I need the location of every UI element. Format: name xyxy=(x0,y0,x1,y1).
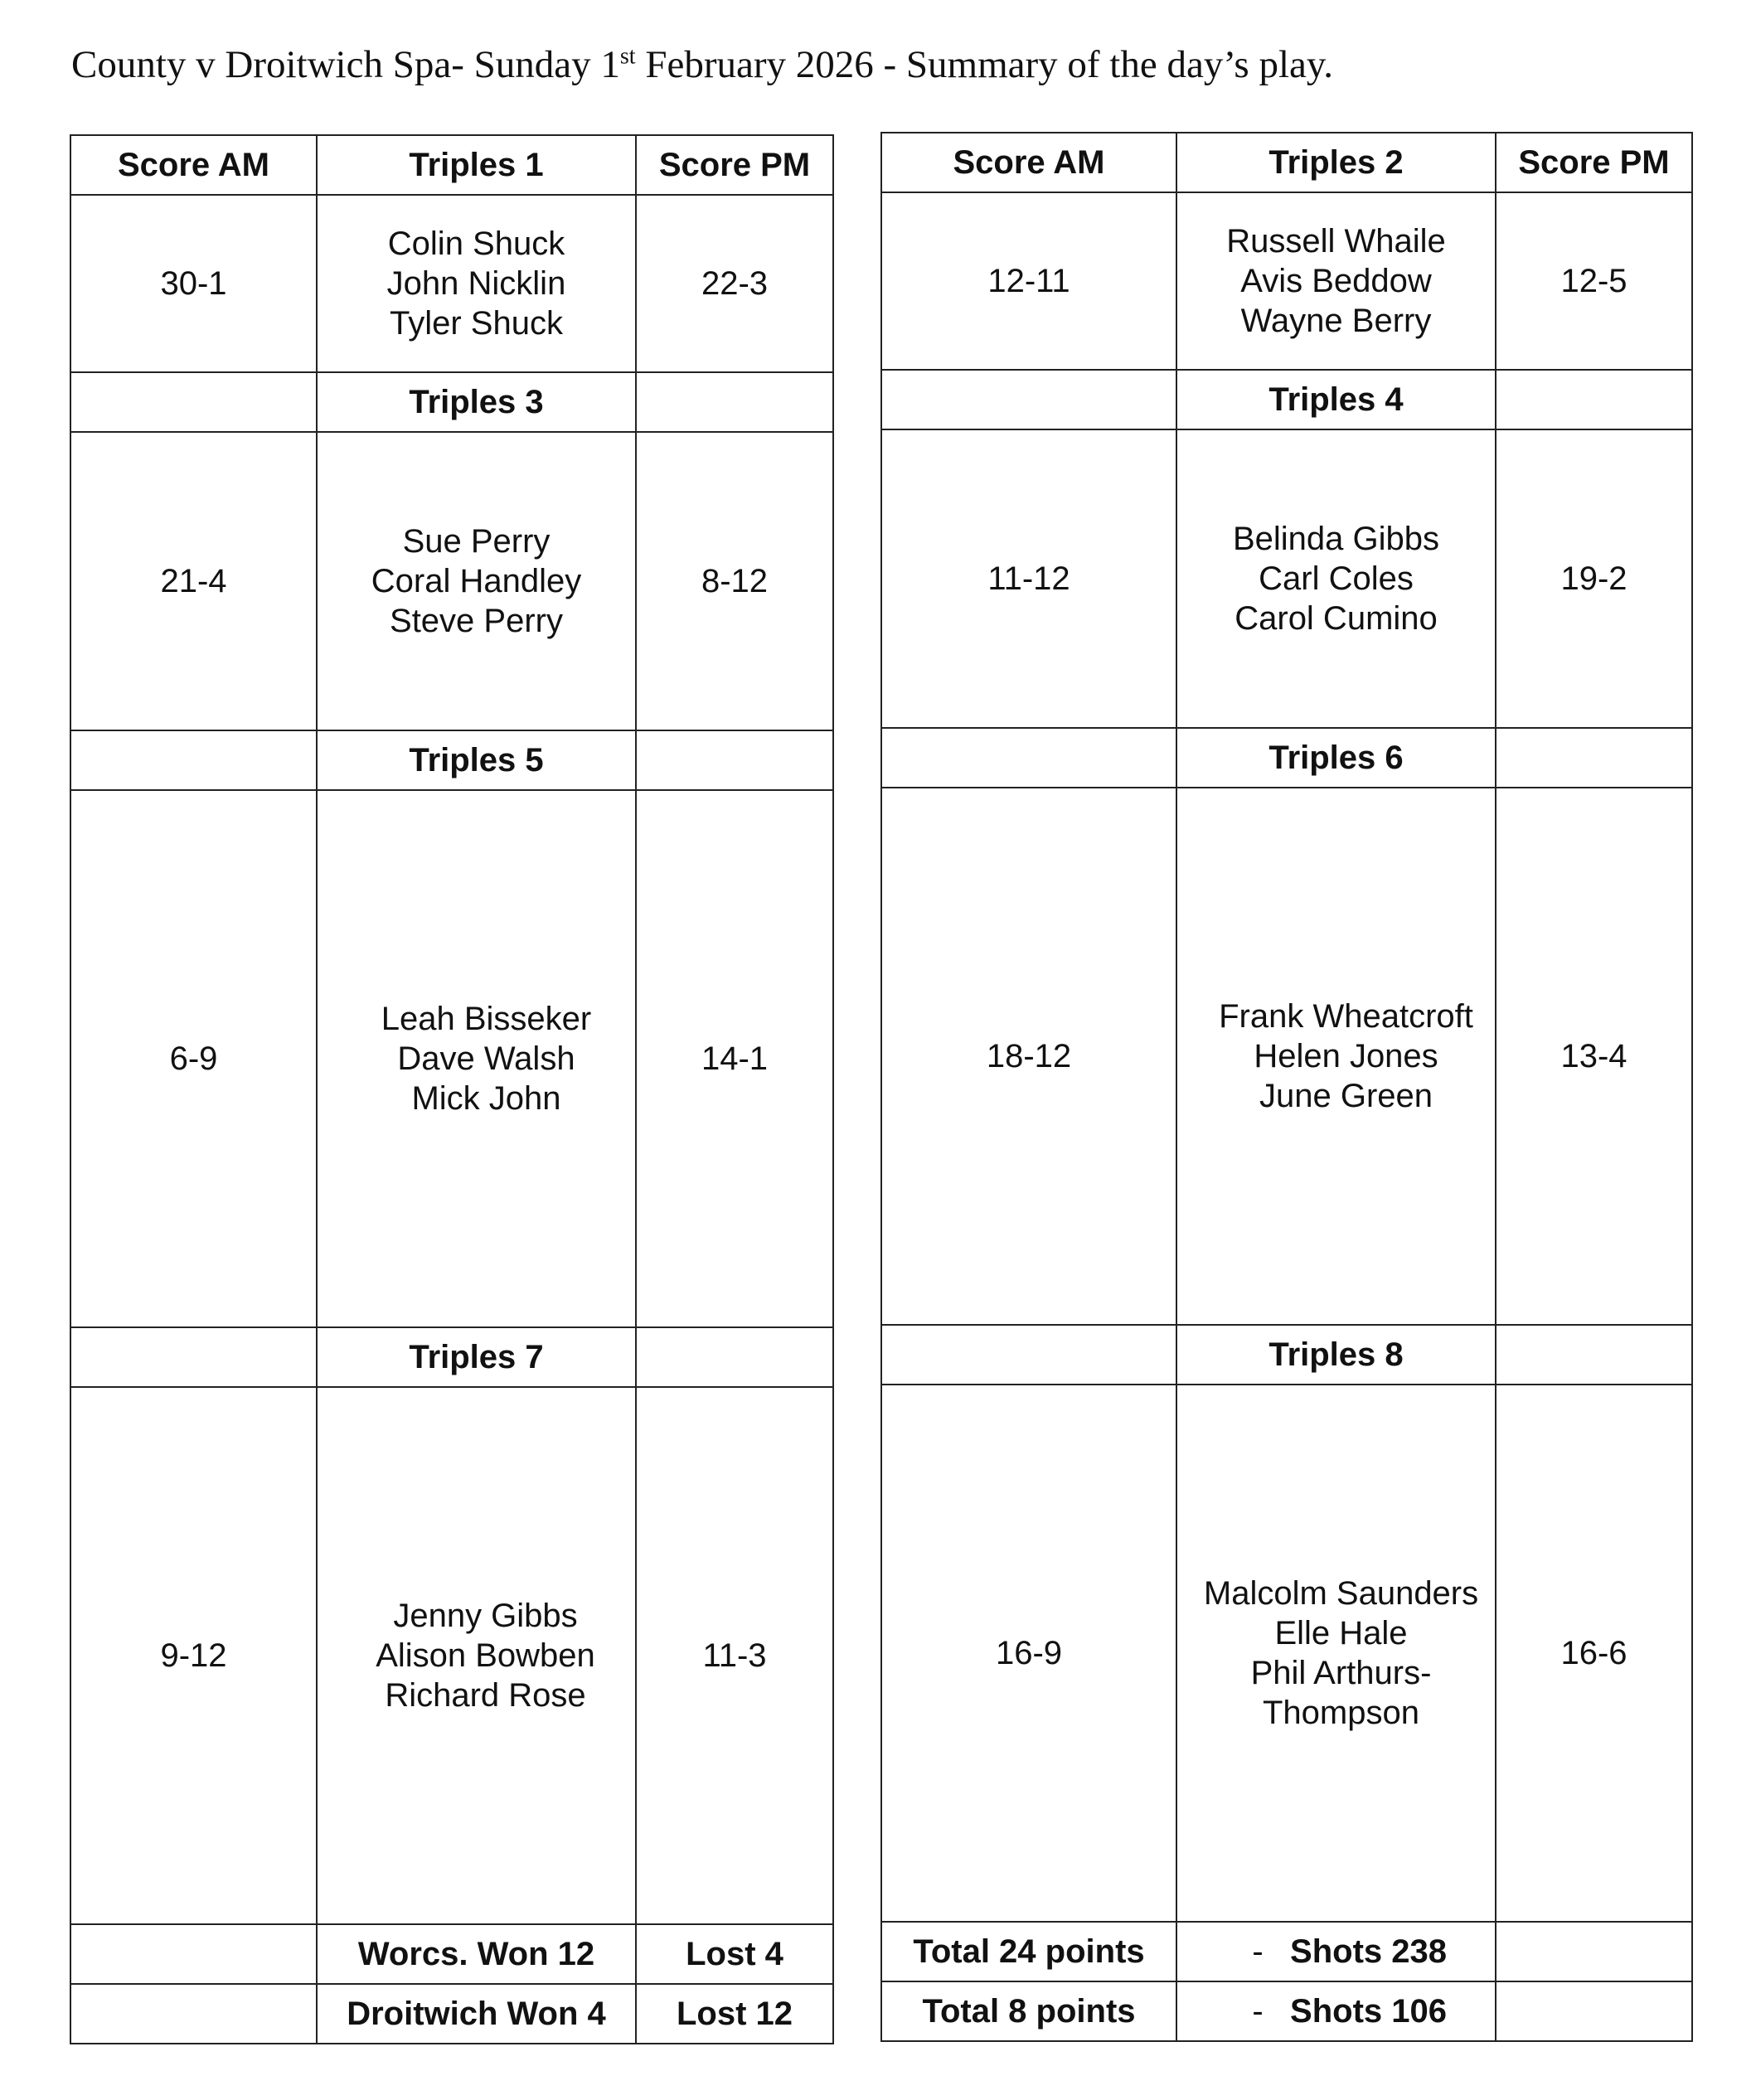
triples-1-row xyxy=(70,195,833,372)
county-total-shots xyxy=(1176,1922,1496,1981)
triples-3-row xyxy=(70,432,833,730)
empty-cell xyxy=(1496,1981,1692,2041)
triples-3-score-pm: 8-12 xyxy=(636,432,833,730)
triples-1-score-am: 30-1 xyxy=(70,195,317,372)
player-name: Jenny Gibbs xyxy=(393,1598,578,1634)
player-name: Wayne Berry xyxy=(1240,303,1432,339)
player-name: Carl Coles xyxy=(1259,560,1414,597)
triples-5-label: Triples 5 xyxy=(317,730,636,790)
triples-5-score-am: 6-9 xyxy=(70,790,317,1327)
shots-value: Shots 106 xyxy=(1290,1992,1447,2030)
player-name: Colin Shuck xyxy=(387,226,565,262)
triples-7-players xyxy=(317,1387,636,1924)
empty-cell xyxy=(881,1325,1176,1385)
droitwich-total-row xyxy=(881,1981,1692,2041)
empty-cell xyxy=(70,1924,317,1984)
triples-4-label: Triples 4 xyxy=(1176,370,1496,429)
header-row xyxy=(881,133,1692,192)
triples-8-label: Triples 8 xyxy=(1176,1325,1496,1385)
empty-cell xyxy=(636,1327,833,1387)
player-name: Russell Whaile xyxy=(1226,223,1446,259)
empty-cell xyxy=(70,1327,317,1387)
right-results-table xyxy=(880,132,1693,2042)
triples-6-score-am: 18-12 xyxy=(881,788,1176,1325)
droitwich-summary-row xyxy=(70,1984,833,2044)
triples-6-score-pm: 13-4 xyxy=(1496,788,1692,1325)
empty-cell xyxy=(70,372,317,432)
triples-5-header-row xyxy=(70,730,833,790)
triples-2-score-pm: 12-5 xyxy=(1496,192,1692,370)
left-results-table xyxy=(70,134,834,2044)
empty-cell xyxy=(1496,1325,1692,1385)
empty-cell xyxy=(1496,1922,1692,1981)
player-name: Alison Bowben xyxy=(376,1637,595,1674)
triples-3-score-am: 21-4 xyxy=(70,432,317,730)
triples-3-players xyxy=(317,432,636,730)
triples-3-header-row xyxy=(70,372,833,432)
empty-cell xyxy=(70,1984,317,2044)
title-text: County v Droitwich Spa- Sunday 1 xyxy=(71,43,620,86)
player-name: Tyler Shuck xyxy=(390,305,563,342)
empty-cell xyxy=(636,730,833,790)
worcs-summary-row xyxy=(70,1924,833,1984)
player-name: Leah Bisseker xyxy=(381,1001,592,1037)
triples-5-row xyxy=(70,790,833,1327)
triples-7-score-pm: 11-3 xyxy=(636,1387,833,1924)
triples-7-header-row xyxy=(70,1327,833,1387)
triples-8-score-pm: 16-6 xyxy=(1496,1385,1692,1922)
droitwich-won: Droitwich Won 4 xyxy=(317,1984,636,2044)
player-name: Frank Wheatcroft xyxy=(1219,998,1473,1035)
triples-2-row xyxy=(881,192,1692,370)
droitwich-total-points: Total 8 points xyxy=(881,1981,1176,2041)
player-name: Elle Hale xyxy=(1274,1615,1408,1651)
shots-value: Shots 238 xyxy=(1290,1933,1447,1970)
header-score-am: Score AM xyxy=(881,133,1176,192)
triples-4-row xyxy=(881,429,1692,728)
triples-4-header-row xyxy=(881,370,1692,429)
triples-1-score-pm: 22-3 xyxy=(636,195,833,372)
triples-5-players xyxy=(317,790,636,1327)
triples-6-header-row xyxy=(881,728,1692,788)
triples-8-score-am: 16-9 xyxy=(881,1385,1176,1922)
player-name: Malcolm Saunders xyxy=(1203,1575,1479,1612)
triples-2-label: Triples 2 xyxy=(1176,133,1496,192)
triples-6-players xyxy=(1176,788,1496,1325)
triples-1-players xyxy=(317,195,636,372)
worcs-lost: Lost 4 xyxy=(636,1924,833,1984)
droitwich-lost: Lost 12 xyxy=(636,1984,833,2044)
triples-5-score-pm: 14-1 xyxy=(636,790,833,1327)
triples-4-players xyxy=(1176,429,1496,728)
header-row xyxy=(70,135,833,195)
county-total-row xyxy=(881,1922,1692,1981)
triples-1-label: Triples 1 xyxy=(317,135,636,195)
county-total-points: Total 24 points xyxy=(881,1922,1176,1981)
triples-8-players xyxy=(1176,1385,1496,1922)
title-text-rest: February 2026 - Summary of the day’s play. xyxy=(635,43,1334,86)
empty-cell xyxy=(1496,370,1692,429)
player-name: Coral Handley xyxy=(371,563,582,599)
triples-7-score-am: 9-12 xyxy=(70,1387,317,1924)
empty-cell xyxy=(636,372,833,432)
triples-2-players xyxy=(1176,192,1496,370)
player-name: Belinda Gibbs xyxy=(1232,521,1440,557)
player-name: Steve Perry xyxy=(390,603,563,639)
triples-4-score-pm: 19-2 xyxy=(1496,429,1692,728)
player-name: Dave Walsh xyxy=(397,1040,575,1077)
player-name: Thompson xyxy=(1263,1695,1419,1731)
header-score-am: Score AM xyxy=(70,135,317,195)
triples-6-row xyxy=(881,788,1692,1325)
empty-cell xyxy=(881,728,1176,788)
triples-8-header-row xyxy=(881,1325,1692,1385)
triples-7-label: Triples 7 xyxy=(317,1327,636,1387)
player-name: June Green xyxy=(1259,1078,1433,1114)
player-name: Avis Beddow xyxy=(1240,263,1432,299)
player-name: John Nicklin xyxy=(386,265,566,302)
title-ordinal-suffix: st xyxy=(619,43,636,70)
header-score-pm: Score PM xyxy=(1496,133,1692,192)
triples-7-row xyxy=(70,1387,833,1924)
player-name: Carol Cumino xyxy=(1235,600,1438,637)
empty-cell xyxy=(1496,728,1692,788)
player-name: Mick John xyxy=(411,1080,561,1117)
worcs-won: Worcs. Won 12 xyxy=(317,1924,636,1984)
triples-8-row xyxy=(881,1385,1692,1922)
triples-4-score-am: 11-12 xyxy=(881,429,1176,728)
page-title xyxy=(71,40,1647,90)
player-name: Sue Perry xyxy=(402,523,551,560)
droitwich-total-shots xyxy=(1176,1981,1496,2041)
empty-cell xyxy=(70,730,317,790)
header-score-pm: Score PM xyxy=(636,135,833,195)
dash: - xyxy=(1252,1933,1264,1970)
triples-6-label: Triples 6 xyxy=(1176,728,1496,788)
player-name: Helen Jones xyxy=(1254,1038,1438,1074)
player-name: Richard Rose xyxy=(385,1677,586,1714)
dash: - xyxy=(1252,1992,1264,2030)
player-name: Phil Arthurs- xyxy=(1250,1655,1432,1691)
triples-2-score-am: 12-11 xyxy=(881,192,1176,370)
triples-3-label: Triples 3 xyxy=(317,372,636,432)
empty-cell xyxy=(881,370,1176,429)
